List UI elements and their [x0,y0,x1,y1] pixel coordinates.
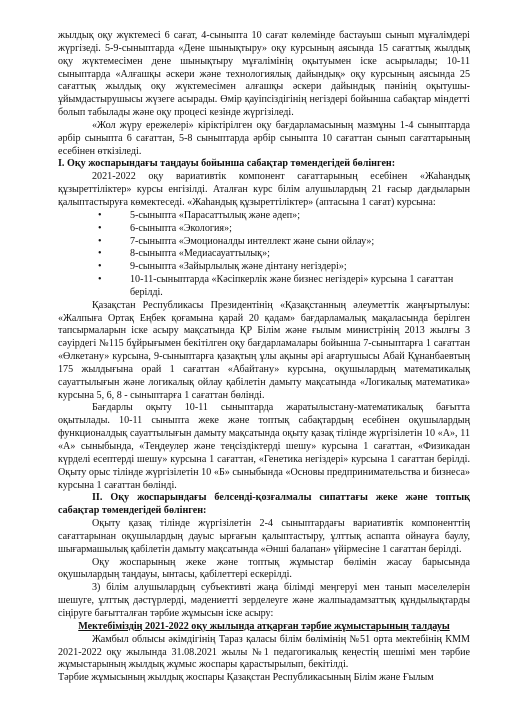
paragraph-school-plan: Жамбыл облысы әкімдігінің Тараз қаласы білім бөлімінің №51 орта мектебінің КММ 2021-2022 оқу жылында 31.08.2021 жылы №1 педагогикалық кеңестің шешімі мен тәрбие жұмыстарының жылдық жұмыс жоспары қарастырылып, бекітілді. [58,633,470,671]
list-item [58,236,470,249]
paragraph-phys-ed: жылдық оқу жүктемесі 6 сағат, 4-сыныпта 10 сағат көлемінде бастауыш сынып мұғалімдері жүргізеді. 5-9-сыныптарда «Дене шынықтыру» оқу курсының аясында 15 сағаттық жылдық оқу жүктемесімен дене шынықтыру мұғалімінің оқытуымен іске асырылады; 10-11 сыныптарда «Алғашқы әскери және технологиялық дайындық» оқу курсының аясында 25 сағаттық жылдық оқу жүктемесімен алғашқы әскери дайындық пәнінің оқытушы-ұйымдастырушысы жүзеге асырады. Өмір қауіпсіздігінің негіздері бойынша сабақтар міндетті болып табылады және оқу процесі кезінде жүргізіледі. [58,30,470,119]
bullet-icon: • [98,222,102,234]
list-item [58,210,470,223]
bullet-icon: • [98,235,102,247]
paragraph-profile-education: Бағдарлы оқыту 10-11 сыныптарда жаратылыстану-математикалық бағытта оқытылады. 10-11 сыныпта жеке және топтық сабақтардың есебінен оқушылардың функционалдық сауаттылығын дамыту мақсатында оқыту қазақ тілінде жүргізілетін 10 «А», 11 «А» сыныбында, «Теңдеулер және теңсіздіктерді шешу» курсына 1 сағаттан, «Физикадан күрделі есептерді шешу» курсына 1 сағаттан, «Генетика негіздері» курсына 1 сағаттан берілді. Оқыту орыс тілінде жүргізілетін 10 «Б» сыныбында «Основы предпринимательства и бизнеса» курсына 1 сағаттан бөлінді. [58,402,470,491]
list-item [58,274,470,300]
paragraph-global-competencies: 2021-2022 оқу вариативтік компонент сағаттарының есебінен «Жаһандық құзыреттіліктер» курсы енгізілді. Аталған курс білім алушылардың 21 ғасыр дағдыларын қалыптастыруға көмектеседі. «Жаһандық құзыреттіліктер» (аптасына 1 сағат) курсына: [58,171,470,208]
bullet-icon: • [98,261,102,273]
list-item [58,248,470,261]
section-heading-analysis: Мектебіміздің 2021-2022 оқу жылында атқарған тәрбие жұмыстарының талдауы [78,620,450,632]
paragraph-traffic-rules: «Жол жүру ережелері» кіріктірілген оқу бағдарламасының мазмұны 1-4 сыныптарда әрбір сыныпта 6 сағаттан, 5-8 сыныптарда әрбір сыныпта 10 сағаттан сынып сағаттарының есебінен өткізіледі. [58,119,470,157]
list-item-text: 6-сыныпта «Экология»; [130,222,232,234]
list-item [58,223,470,236]
bullet-icon: • [98,248,102,260]
bullet-icon: • [98,274,102,286]
list-item-text: 10-11-сыныптарда «Кәсіпкерлік және бизнес негіздері» курсына 1 сағаттан берілді. [130,274,454,298]
list-item-text: 9-сыныпта «Зайырлылық және дінтану негіздері»; [130,261,347,273]
paragraph-upbringing-goals: 3) білім алушылардың субъективті жаңа білімді меңгеруі мен танып мәселелерін шешуге, ұлттық дәстүрлерді, мәдениетті зерделеуге және жалпыадамзаттық құндылықтарды сіңіруге бағытталған тәрбие жұмысын іске асыру: [58,582,470,619]
list-item [58,261,470,274]
paragraph-annual-plan: Тәрбие жұмысының жылдық жоспары Қазақстан Республикасының Білім және Ғылым [58,672,434,684]
list-item-text: 7-сыныпта «Эмоционалды интеллект және сыни ойлау»; [130,235,375,247]
section-heading-elective: I. Оқу жоспарындағы таңдауы бойынша сабақтар төмендегідей бөлінген: [58,158,396,170]
list-item-text: 5-сыныпта «Парасаттылық және әдеп»; [130,209,301,221]
paragraph-student-choice: Оқу жоспарының жеке және топтық жұмыстар бөлімін жасау барысында оқушылардың таңдауы, ынтасы, қабілеттері ескерілді. [58,556,470,581]
paragraph-president-program: Қазақстан Республикасы Президентінің «Қазақстанның әлеуметтік жаңғыртылуы: «Жалпыға Ортақ Еңбек қоғамына қарай 20 қадам» бағдарламалық мақаласында берілген тапсырмаларын іске асыру мақсатында ҚР Білім және ғылым министрінің 2013 жылғы 3 сәуірдегі №115 бұйрығымен бекітілген оқу бағдарламалары бойынша 7-сыныптарға 1 сағаттан «Өлкетану» курсына, 9-сыныптарға қазақтың ұлы ақыны әрі ағартушысы Абай Құнанбаевтың 175 жылдығына орай 1 сағаттан «Абайтану» курсына, оқушылардың математикалық сауаттылығын және логикалық ойлау қабілетін дамыту мақсатында «Логикалық математика» курсына 5, 6, 8 - сыныптарға 1 сағаттан бөлінді. [58,299,470,401]
course-list [58,210,470,300]
section-heading-individual: II. Оқу жоспарындағы белсенді-қозғалмалы сипаттағы жеке және топтық сабақтар төмендегідей бөлінген: [58,492,470,517]
bullet-icon: • [98,209,102,221]
list-item-text: 8-сыныпта «Медиасауаттылық»; [130,248,270,260]
paragraph-singer-club: Оқыту қазақ тілінде жүргізілетін 2-4 сыныптардағы вариативтік компоненттің сағаттарынан оқушылардың дауыс ырғағын қалыптастыру, ұлттық аспапта ойнауға баулу, шығармашылық қабілетін дамыту мақсатында «Әнші балапан» үйірмесіне 1 сағаттан берілді. [58,518,470,555]
